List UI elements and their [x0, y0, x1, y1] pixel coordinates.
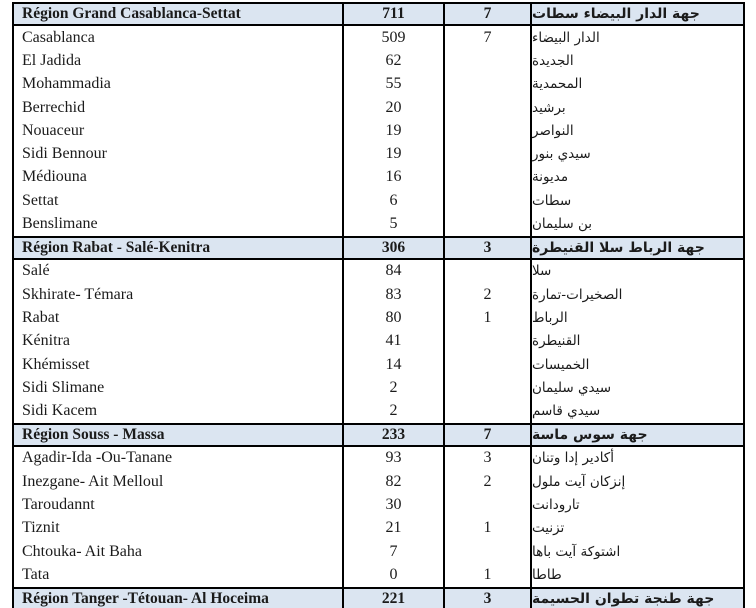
city-name-fr: Salé: [22, 262, 50, 280]
city-deaths: [443, 166, 530, 189]
city-cases: 16: [342, 166, 443, 189]
city-row: [14, 540, 743, 563]
city-deaths: [443, 376, 530, 399]
region-name-fr: Région Rabat - Salé-Kenitra: [22, 238, 211, 256]
city-deaths: [443, 142, 530, 165]
city-name-fr: Kénitra: [22, 332, 70, 350]
city-cases: 0: [342, 563, 443, 586]
city-cases: 509: [342, 26, 443, 49]
city-cases: 84: [342, 260, 443, 283]
city-row: [14, 470, 743, 493]
city-name-ar: النواصر: [530, 119, 743, 142]
region-header-row: [14, 587, 743, 608]
city-name-fr: Tata: [22, 565, 50, 583]
city-cases: 82: [342, 470, 443, 493]
city-cases: 55: [342, 73, 443, 96]
city-name-fr: El Jadida: [22, 51, 82, 69]
city-name-fr: Berrechid: [22, 98, 86, 116]
city-cases: 20: [342, 96, 443, 119]
region-header-row: [14, 236, 743, 260]
city-name-fr: Agadir-Ida -Ou-Tanane: [22, 449, 173, 467]
city-deaths: 2: [443, 470, 530, 493]
city-deaths: 3: [443, 447, 530, 470]
city-deaths: [443, 330, 530, 353]
city-name-ar: الخميسات: [530, 353, 743, 376]
region-total-deaths: 7: [443, 4, 530, 24]
city-name-fr: Tiznit: [22, 519, 60, 537]
city-name-fr: Khémisset: [22, 355, 90, 373]
city-deaths: [443, 119, 530, 142]
city-name-ar: الدار البيضاء: [530, 26, 743, 49]
city-name-fr: Chtouka- Ait Baha: [22, 542, 142, 560]
city-name-fr: Médiouna: [22, 168, 87, 186]
city-row: [14, 119, 743, 142]
city-name-ar: بن سليمان: [530, 212, 743, 235]
city-name-fr: Casablanca: [22, 28, 95, 46]
city-row: [14, 73, 743, 96]
city-name-ar: تزنيت: [530, 517, 743, 540]
city-name-ar: سيدي سليمان: [530, 376, 743, 399]
city-row: [14, 563, 743, 586]
city-row: [14, 142, 743, 165]
city-name-ar: سيدي قاسم: [530, 399, 743, 422]
city-cases: 93: [342, 447, 443, 470]
region-total-cases: 711: [342, 4, 443, 24]
city-cases: 14: [342, 353, 443, 376]
city-cases: 7: [342, 540, 443, 563]
city-name-fr: Taroudannt: [22, 495, 95, 513]
region-name-ar: جهة الدار البيضاء سطات: [530, 4, 743, 24]
region-total-deaths: 7: [443, 425, 530, 445]
city-cases: 2: [342, 399, 443, 422]
city-name-ar: سيدي بنور: [530, 142, 743, 165]
city-deaths: 2: [443, 283, 530, 306]
city-name-ar: سطات: [530, 189, 743, 212]
region-total-cases: 221: [342, 589, 443, 608]
city-deaths: [443, 493, 530, 516]
city-deaths: [443, 260, 530, 283]
city-row: [14, 260, 743, 283]
city-name-fr: Sidi Kacem: [22, 402, 98, 420]
city-deaths: [443, 399, 530, 422]
city-row: [14, 96, 743, 119]
region-total-cases: 233: [342, 425, 443, 445]
city-row: [14, 493, 743, 516]
city-name-ar: برشيد: [530, 96, 743, 119]
city-deaths: 1: [443, 563, 530, 586]
city-row: [14, 330, 743, 353]
city-name-fr: Skhirate- Témara: [22, 285, 134, 303]
region-name-fr: Région Grand Casablanca-Settat: [22, 5, 241, 22]
city-cases: 30: [342, 493, 443, 516]
city-name-ar: إنزكان آيت ملول: [530, 470, 743, 493]
city-row: [14, 166, 743, 189]
city-name-ar: الصخيرات-تمارة: [530, 283, 743, 306]
city-cases: 21: [342, 517, 443, 540]
city-row: [14, 399, 743, 422]
city-row: [14, 517, 743, 540]
region-name-fr: Région Souss - Massa: [22, 425, 165, 443]
city-row: [14, 26, 743, 49]
city-name-ar: أكادير إدا وتنان: [530, 447, 743, 470]
city-name-fr: Settat: [22, 191, 59, 209]
city-name-ar: تارودانت: [530, 493, 743, 516]
region-total-deaths: 3: [443, 238, 530, 258]
city-row: [14, 49, 743, 72]
city-name-ar: القنيطرة: [530, 330, 743, 353]
region-name-ar: جهة سوس ماسة: [530, 425, 743, 445]
city-cases: 6: [342, 189, 443, 212]
city-cases: 19: [342, 119, 443, 142]
city-deaths: [443, 212, 530, 235]
city-row: [14, 306, 743, 329]
city-name-ar: الجديدة: [530, 49, 743, 72]
region-total-cases: 306: [342, 238, 443, 258]
city-row: [14, 212, 743, 235]
city-row: [14, 189, 743, 212]
city-deaths: [443, 96, 530, 119]
city-row: [14, 353, 743, 376]
city-deaths: [443, 73, 530, 96]
city-deaths: 7: [443, 26, 530, 49]
region-header-row: [14, 2, 743, 26]
city-name-fr: Nouaceur: [22, 121, 85, 139]
city-name-ar: المحمدية: [530, 73, 743, 96]
region-name-ar: جهة طنجة تطوان الحسيمة: [530, 589, 743, 608]
city-cases: 80: [342, 306, 443, 329]
region-total-deaths: 3: [443, 589, 530, 608]
city-name-ar: اشتوكة آيت باها: [530, 540, 743, 563]
city-deaths: 1: [443, 306, 530, 329]
city-row: [14, 376, 743, 399]
city-cases: 62: [342, 49, 443, 72]
city-cases: 19: [342, 142, 443, 165]
city-cases: 41: [342, 330, 443, 353]
city-cases: 2: [342, 376, 443, 399]
city-name-ar: مديونة: [530, 166, 743, 189]
region-name-ar: جهة الرباط سلا القنيطرة: [530, 238, 743, 258]
city-name-fr: Mohammadia: [22, 75, 111, 93]
city-deaths: 1: [443, 517, 530, 540]
city-name-fr: Sidi Slimane: [22, 378, 105, 396]
city-name-ar: طاطا: [530, 563, 743, 586]
city-name-ar: سلا: [530, 260, 743, 283]
city-name-fr: Inezgane- Ait Melloul: [22, 472, 164, 490]
city-row: [14, 283, 743, 306]
city-deaths: [443, 189, 530, 212]
city-deaths: [443, 540, 530, 563]
city-name-ar: الرباط: [530, 306, 743, 329]
region-name-fr: Région Tanger -Tétouan- Al Hoceima: [22, 589, 269, 607]
city-deaths: [443, 353, 530, 376]
regions-table: [12, 2, 745, 608]
city-name-fr: Sidi Bennour: [22, 145, 107, 163]
city-cases: 5: [342, 212, 443, 235]
city-cases: 83: [342, 283, 443, 306]
city-row: [14, 447, 743, 470]
city-name-fr: Benslimane: [22, 215, 98, 233]
region-header-row: [14, 423, 743, 447]
city-name-fr: Rabat: [22, 308, 60, 326]
city-deaths: [443, 49, 530, 72]
